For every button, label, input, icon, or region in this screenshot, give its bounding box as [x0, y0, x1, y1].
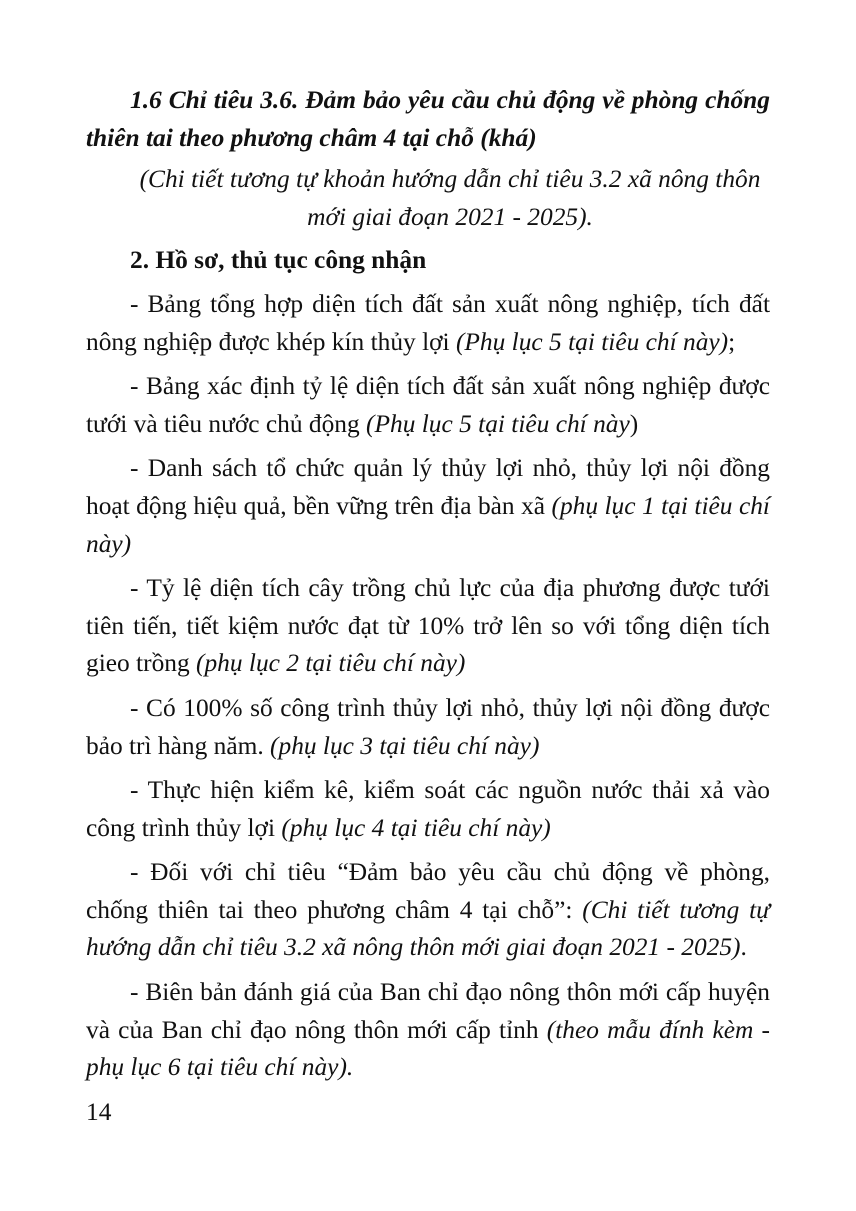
item-text: - Biên bản đánh giá của Ban chỉ đạo nông thôn mới cấp huyện và của Ban chỉ đạo nông thôn mới cấp tỉnh	[86, 978, 770, 1044]
records-heading: 2. Hồ sơ, thủ tục công nhận	[130, 246, 427, 275]
document-item-8	[86, 974, 770, 1087]
item-tail: )	[629, 409, 639, 438]
item-text: - Thực hiện kiểm kê, kiểm soát các nguồn nước thải xả vào công trình thủy lợi	[86, 776, 770, 842]
document-item-3	[86, 450, 770, 563]
page-number: 14	[86, 1098, 112, 1126]
item-text: - Bảng xác định tỷ lệ diện tích đất sản xuất nông nghiệp được tưới và tiêu nước chủ động	[86, 372, 770, 438]
item-text: - Danh sách tổ chức quản lý thủy lợi nhỏ, thủy lợi nội đồng hoạt động hiệu quả, bền vững trên địa bàn xã	[86, 454, 770, 520]
appendix-reference: (phụ lục 3 tại tiêu chí này)	[270, 731, 540, 760]
document-item-7	[86, 854, 770, 967]
item-text: - Bảng tổng hợp diện tích đất sản xuất nông nghiệp, tích đất nông nghiệp được khép kín thủy lợi	[86, 289, 770, 356]
document-item-4	[86, 570, 770, 683]
appendix-reference: (Phụ lục 5 tại tiêu chí này)	[455, 327, 729, 356]
appendix-reference: (phụ lục 1 tại tiêu chí này)	[86, 491, 770, 558]
appendix-reference: (Chi tiết tương tự hướng dẫn chỉ tiêu 3.2 xã nông thôn mới giai đoạn 2021 - 2025)	[86, 895, 770, 962]
document-page	[86, 82, 770, 1094]
document-item-6	[86, 772, 770, 847]
appendix-reference: (phụ lục 2 tại tiêu chí này)	[196, 649, 466, 678]
item-text: - Có 100% số công trình thủy lợi nhỏ, thủy lợi nội đồng được bảo trì hàng năm.	[86, 693, 770, 760]
section-note: (Chi tiết tương tự khoản hướng dẫn chỉ tiêu 3.2 xã nông thôn mới giai đoạn 2021 - 2025).	[139, 165, 761, 231]
item-text: - Đối với chỉ tiêu “Đảm bảo yêu cầu chủ động về phòng, chống thiên tai theo phương châm 4 tại chỗ”:	[86, 858, 770, 924]
appendix-reference: (phụ lục 4 tại tiêu chí này)	[281, 813, 551, 842]
document-item-1	[86, 286, 770, 361]
document-item-2	[86, 368, 770, 443]
item-tail: .	[740, 933, 747, 962]
appendix-reference: (Phụ lục 5 tại tiêu chí này	[366, 409, 630, 438]
item-tail: ;	[728, 327, 736, 356]
section-title: 1.6 Chỉ tiêu 3.6. Đảm bảo yêu cầu chủ động về phòng chống thiên tai theo phương châm 4 tại chỗ (khá)	[86, 86, 770, 152]
item-text: - Tỷ lệ diện tích cây trồng chủ lực của địa phương được tưới tiên tiến, tiết kiệm nước đạt từ 10% trở lên so với tổng diện tích gieo trồng	[86, 574, 770, 678]
document-item-5	[86, 690, 770, 765]
appendix-reference: (theo mẫu đính kèm - phụ lục 6 tại tiêu chí này).	[86, 1015, 770, 1082]
